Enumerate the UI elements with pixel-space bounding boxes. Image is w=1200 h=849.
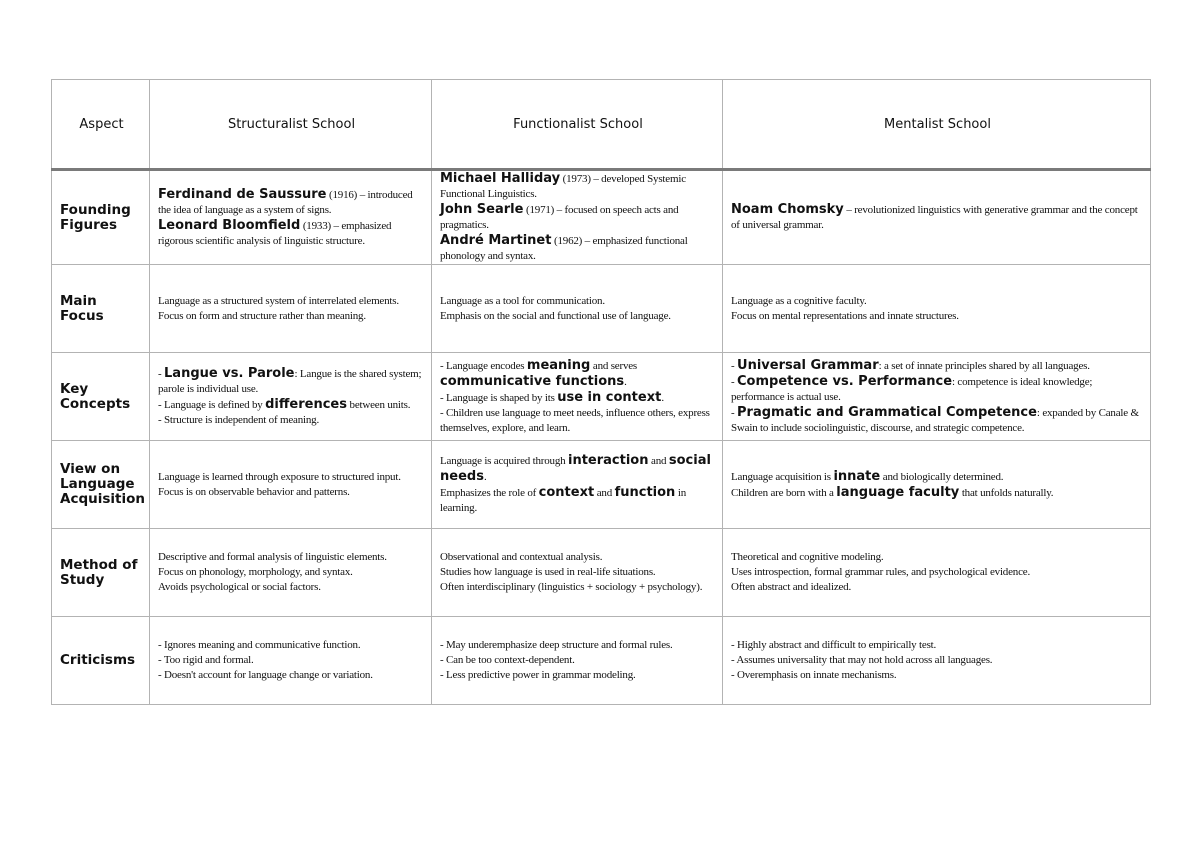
cell-line <box>158 638 425 653</box>
cell-text: Language is learned through exposure to structured input. <box>158 470 401 483</box>
cell-line <box>440 390 716 406</box>
cell-text: and <box>648 455 669 467</box>
cell-line <box>440 453 716 485</box>
cell-line <box>440 233 716 264</box>
cell-text: - Assumes universality that may not hold across all languages. <box>731 654 993 666</box>
functionalist-cell <box>432 170 723 265</box>
aspect-label: Founding Figures <box>52 170 150 265</box>
cell-line <box>440 565 716 580</box>
cell-text: Uses introspection, formal grammar rules, and psychological evidence. <box>731 566 1030 578</box>
cell-text: Theoretical and cognitive modeling. <box>731 551 884 563</box>
cell-text: Observational and contextual analysis. <box>440 551 603 563</box>
cell-text: and <box>594 487 615 499</box>
cell-text: - Children use language to meet needs, influence others, express themselves, explore, and learn. <box>440 406 710 434</box>
cell-text: - Language is shaped by its <box>440 391 558 404</box>
structuralist-cell <box>150 529 432 617</box>
cell-line <box>440 358 716 390</box>
cell-line <box>158 565 425 580</box>
mentalist-cell <box>723 170 1151 265</box>
functionalist-cell <box>432 265 723 353</box>
cell-line <box>440 668 716 683</box>
bold-term: Pragmatic and Grammatical Competence <box>737 404 1037 420</box>
cell-text: that unfolds naturally. <box>959 486 1054 499</box>
cell-text: - Language is defined by <box>158 398 266 411</box>
aspect-label: Main Focus <box>52 265 150 353</box>
table-row <box>52 265 1151 353</box>
bold-term: meaning <box>526 357 591 373</box>
cell-text: - Less predictive power in grammar modeling. <box>440 669 636 681</box>
header-structuralist: Structuralist School <box>150 80 432 170</box>
cell-text: Emphasizes the role of <box>440 487 539 499</box>
cell-line <box>731 565 1144 580</box>
bold-term: context <box>538 485 595 500</box>
cell-line <box>158 366 425 397</box>
table-row <box>52 170 1151 265</box>
cell-text: Descriptive and formal analysis of linguistic elements. <box>158 551 387 563</box>
table-row <box>52 617 1151 705</box>
table-body <box>52 170 1151 705</box>
mentalist-cell <box>723 617 1151 705</box>
cell-text: Language as a tool for communication. <box>440 294 605 307</box>
bold-term: André Martinet <box>440 233 552 248</box>
aspect-label: View on Language Acquisition <box>52 441 150 529</box>
cell-text: Often abstract and idealized. <box>731 581 852 593</box>
cell-text: - Structure is independent of meaning. <box>158 413 320 426</box>
comparison-table <box>51 79 1151 705</box>
bold-term: Michael Halliday <box>440 171 561 186</box>
functionalist-cell <box>432 617 723 705</box>
header-mentalist: Mentalist School <box>723 80 1151 170</box>
bold-term: interaction <box>568 453 649 468</box>
cell-line <box>158 397 425 413</box>
cell-line <box>158 187 425 218</box>
cell-line <box>440 294 716 309</box>
cell-line <box>731 550 1144 565</box>
cell-text: Language as a cognitive faculty. <box>731 294 867 307</box>
cell-line <box>158 580 425 595</box>
cell-text: - Language encodes <box>440 359 527 372</box>
mentalist-cell <box>723 529 1151 617</box>
cell-line <box>731 358 1144 374</box>
cell-text: Studies how language is used in real-life situations. <box>440 566 656 578</box>
bold-term: innate <box>833 468 881 484</box>
cell-text: (1971) – focused on speech acts and pragmatics. <box>440 204 679 231</box>
cell-text: – revolutionized linguistics with generative grammar and the concept of universal grammar. <box>731 204 1138 231</box>
cell-text: Children are born with a <box>731 486 837 499</box>
cell-text: - May underemphasize deep structure and formal rules. <box>440 639 673 651</box>
mentalist-cell <box>723 441 1151 529</box>
cell-text: . <box>661 391 664 404</box>
cell-line <box>158 294 425 309</box>
cell-text: : competence is ideal knowledge; performance is actual use. <box>731 375 1093 403</box>
cell-text: Avoids psychological or social factors. <box>158 581 321 593</box>
functionalist-cell <box>432 441 723 529</box>
cell-text: (1962) – emphasized functional phonology and syntax. <box>440 235 688 262</box>
cell-line <box>440 638 716 653</box>
cell-line <box>440 580 716 595</box>
cell-text: : a set of innate principles shared by all languages. <box>878 359 1090 372</box>
cell-line <box>440 171 716 202</box>
table-row <box>52 353 1151 441</box>
cell-line <box>731 309 1144 324</box>
structuralist-cell <box>150 265 432 353</box>
cell-line <box>731 668 1144 683</box>
bold-term: language faculty <box>836 484 960 500</box>
cell-line <box>440 309 716 324</box>
header-aspect: Aspect <box>52 80 150 170</box>
cell-line <box>731 202 1144 233</box>
cell-line <box>731 580 1144 595</box>
cell-text: between units. <box>346 398 411 411</box>
cell-text: Language as a structured system of interrelated elements. <box>158 294 399 307</box>
bold-term: function <box>614 485 676 500</box>
bold-term: Competence vs. Performance <box>737 373 953 389</box>
mentalist-cell <box>723 265 1151 353</box>
cell-text: - <box>731 359 738 372</box>
bold-term: differences <box>265 396 347 412</box>
bold-term: Universal Grammar <box>737 357 879 373</box>
cell-text: - Ignores meaning and communicative function. <box>158 639 361 651</box>
structuralist-cell <box>150 170 432 265</box>
cell-line <box>158 653 425 668</box>
bold-term: Ferdinand de Saussure <box>158 186 327 202</box>
cell-text: - <box>731 406 738 419</box>
cell-line <box>440 653 716 668</box>
cell-line <box>731 653 1144 668</box>
cell-line <box>158 470 425 485</box>
bold-term: John Searle <box>440 202 524 217</box>
cell-text: - Too rigid and formal. <box>158 654 254 666</box>
cell-line <box>731 294 1144 309</box>
cell-line <box>158 485 425 500</box>
aspect-label: Method of Study <box>52 529 150 617</box>
cell-text: - Overemphasis on innate mechanisms. <box>731 669 897 681</box>
table-row <box>52 529 1151 617</box>
functionalist-cell <box>432 529 723 617</box>
cell-text: Focus on form and structure rather than meaning. <box>158 309 366 322</box>
cell-text: - <box>731 375 738 388</box>
bold-term: communicative functions <box>440 373 625 389</box>
cell-text: : expanded by Canale & Swain to include sociolinguistic, discourse, and strategic competence. <box>731 406 1139 434</box>
header-functionalist: Functionalist School <box>432 80 723 170</box>
functionalist-cell <box>432 353 723 441</box>
aspect-label: Criticisms <box>52 617 150 705</box>
cell-line <box>731 469 1144 485</box>
cell-line <box>440 550 716 565</box>
aspect-label: Key Concepts <box>52 353 150 441</box>
cell-text: Focus on phonology, morphology, and syntax. <box>158 566 353 578</box>
cell-text: and biologically determined. <box>880 470 1004 483</box>
table-row <box>52 441 1151 529</box>
structuralist-cell <box>150 441 432 529</box>
cell-text: (1916) – introduced the idea of language as a system of signs. <box>158 188 413 216</box>
bold-term: Noam Chomsky <box>731 202 844 217</box>
cell-text: and serves <box>590 359 638 372</box>
cell-text: - Doesn't account for language change or variation. <box>158 669 373 681</box>
bold-term: Leonard Bloomfield <box>158 217 301 233</box>
cell-text: (1973) – developed Systemic Functional Linguistics. <box>440 173 686 200</box>
cell-text: Focus on mental representations and innate structures. <box>731 309 959 322</box>
cell-line <box>440 202 716 233</box>
cell-line <box>158 668 425 683</box>
bold-term: use in context <box>557 389 662 405</box>
cell-line <box>158 218 425 249</box>
cell-text: (1933) – emphasized rigorous scientific analysis of linguistic structure. <box>158 219 392 247</box>
cell-text: . <box>483 471 487 483</box>
cell-line <box>440 485 716 516</box>
cell-text: - <box>158 367 165 380</box>
cell-text: Language acquisition is <box>731 470 834 483</box>
cell-line <box>731 638 1144 653</box>
cell-line <box>158 413 425 428</box>
cell-line <box>731 405 1144 436</box>
cell-text: - Can be too context-dependent. <box>440 654 575 666</box>
cell-text: Language is acquired through <box>440 455 568 467</box>
cell-text: in learning. <box>440 487 687 514</box>
bold-term: Langue vs. Parole <box>164 365 295 381</box>
cell-text: Focus is on observable behavior and patterns. <box>158 485 350 498</box>
cell-line <box>158 309 425 324</box>
cell-text: - Highly abstract and difficult to empirically test. <box>731 639 937 651</box>
header-row <box>52 80 1151 170</box>
cell-text: Emphasis on the social and functional use of language. <box>440 309 671 322</box>
cell-line <box>440 406 716 436</box>
cell-line <box>158 550 425 565</box>
structuralist-cell <box>150 353 432 441</box>
structuralist-cell <box>150 617 432 705</box>
mentalist-cell <box>723 353 1151 441</box>
cell-text: . <box>624 375 627 388</box>
cell-line <box>731 374 1144 405</box>
cell-line <box>731 485 1144 501</box>
cell-text: Often interdisciplinary (linguistics + sociology + psychology). <box>440 581 703 593</box>
cell-text: : Langue is the shared system; parole is individual use. <box>158 367 422 395</box>
bold-term: social needs <box>440 453 711 484</box>
